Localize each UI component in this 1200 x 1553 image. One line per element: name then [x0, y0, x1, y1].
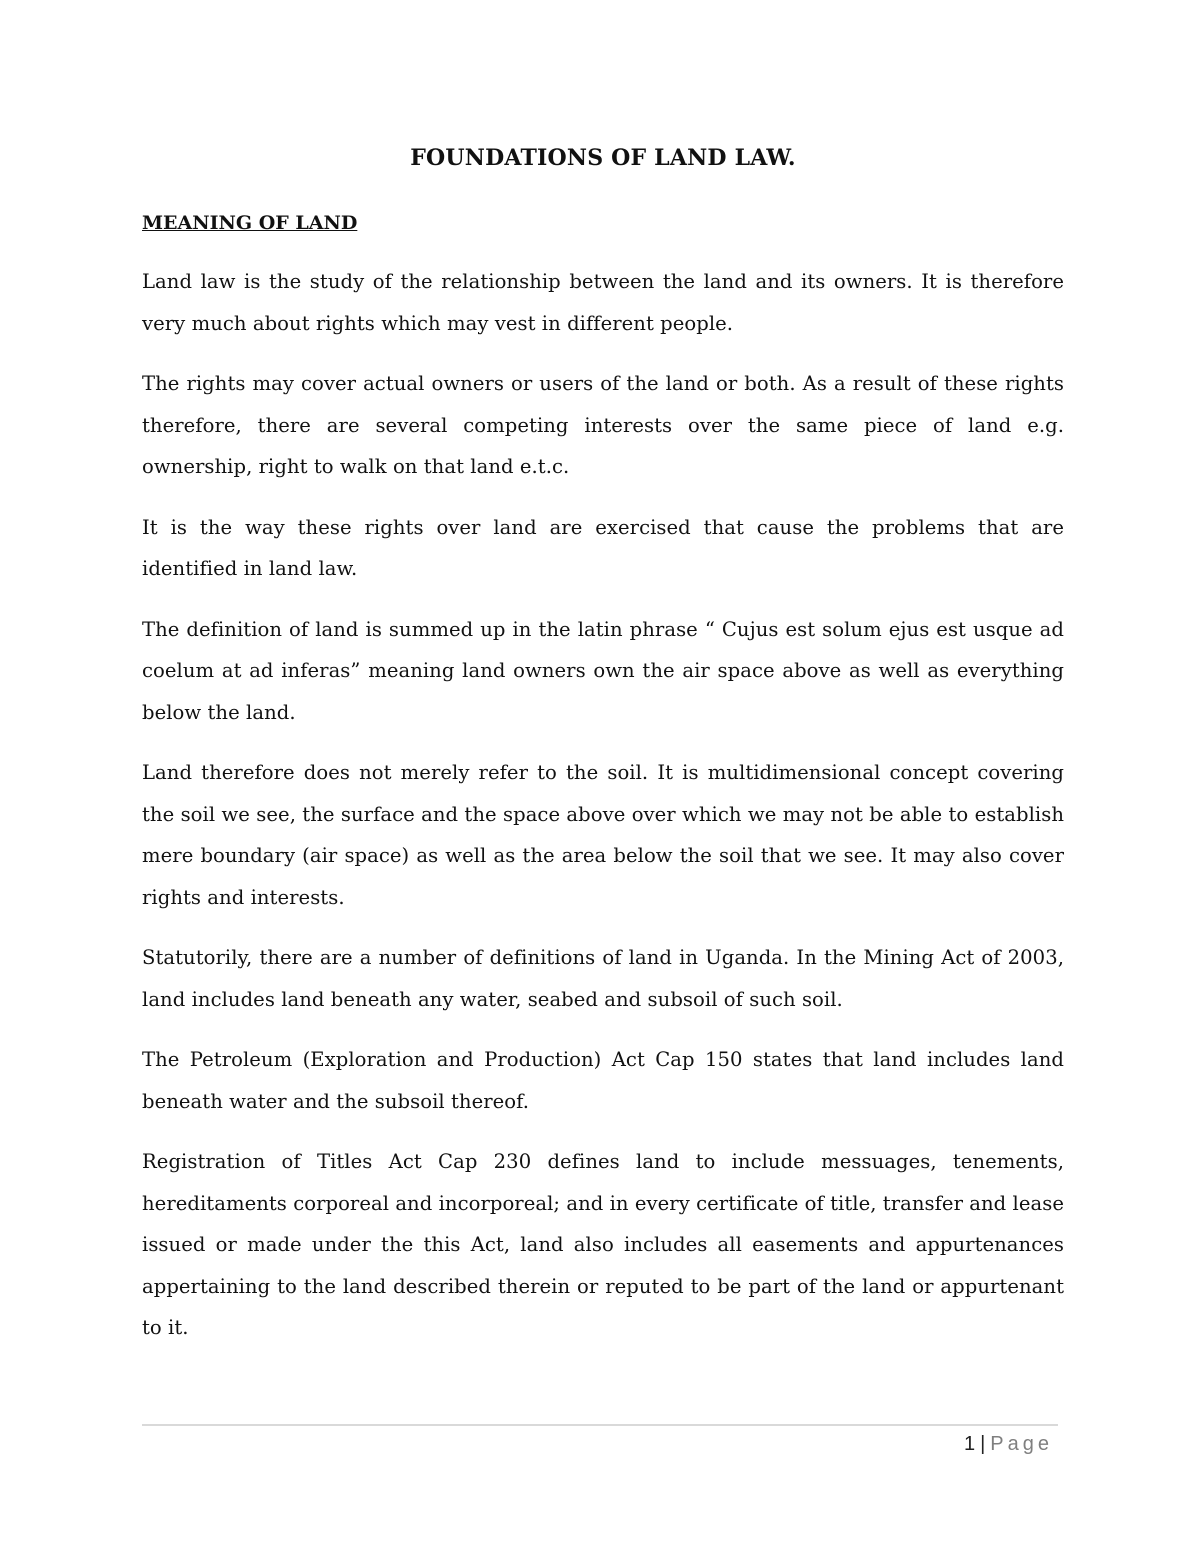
paragraph: The Petroleum (Exploration and Production) Act Cap 150 states that land includes land beneath water and the subsoil thereof.	[142, 1048, 1064, 1113]
page-label: Page	[990, 1433, 1053, 1455]
footer-divider	[142, 1424, 1058, 1426]
paragraph: Statutorily, there are a number of definitions of land in Uganda. In the Mining Act of 2003, land includes land beneath any water, seabed and subsoil of such soil.	[142, 946, 1064, 1011]
paragraph: Land therefore does not merely refer to the soil. It is multidimensional concept covering the soil we see, the surface and the space above over which we may not be able to establish mere boundary (air space) as well as the area below the soil that we see. It may also cover rights and interests.	[142, 761, 1064, 909]
paragraph: Land law is the study of the relationship between the land and its owners. It is therefore very much about rights which may vest in different people.	[142, 270, 1064, 335]
section-heading: MEANING OF LAND	[142, 212, 358, 234]
footer-separator: |	[980, 1433, 986, 1455]
paragraph: It is the way these rights over land are exercised that cause the problems that are identified in land law.	[142, 515, 1064, 580]
document-title: FOUNDATIONS OF LAND LAW.	[410, 145, 796, 171]
page-number: 1	[963, 1433, 976, 1455]
paragraph: The rights may cover actual owners or users of the land or both. As a result of these rights therefore, there are several competing interests over the same piece of land e.g. ownership, right to walk on that land e.t.c.	[142, 372, 1064, 478]
paragraph: The definition of land is summed up in the latin phrase “ Cujus est solum ejus est usque ad coelum at ad inferas” meaning land owners own the air space above as well as everything below the land.	[142, 617, 1064, 724]
document-body	[142, 142, 1064, 1349]
paragraph: Registration of Titles Act Cap 230 defines land to include messuages, tenements, hereditaments corporeal and incorporeal; and in every certificate of title, transfer and lease issued or made under the this Act, land also includes all easements and appurtenances appertaining to the land described therein or reputed to be part of the land or appurtenant to it.	[142, 1150, 1064, 1339]
page-footer	[964, 1430, 1053, 1458]
